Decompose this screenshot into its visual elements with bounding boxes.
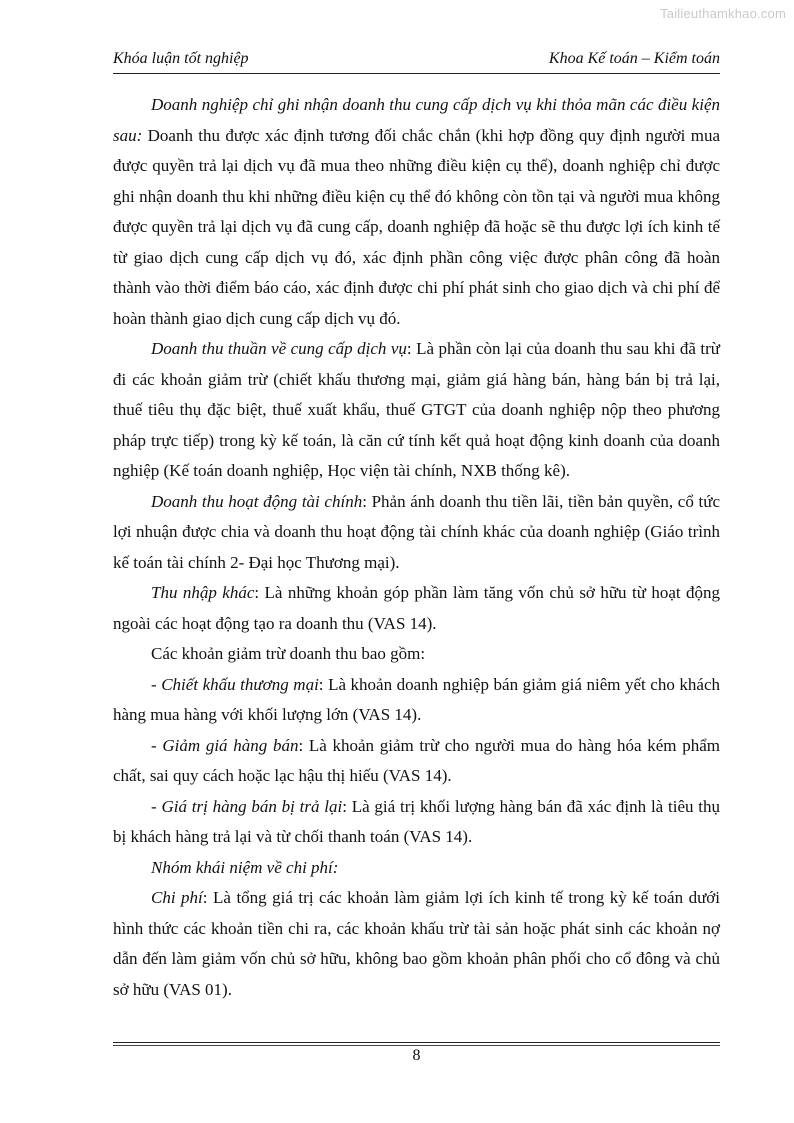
- paragraph-term: Giảm giá hàng bán: [162, 735, 299, 755]
- list-dash: -: [151, 674, 162, 694]
- paragraph: [113, 334, 720, 487]
- footer-divider: [113, 1042, 720, 1043]
- paragraph-text: : Là giá trị khối lượng hàng bán đã xác định là tiêu thụ bị khách hàng trả lại và từ chối thanh toán (VAS 14).: [113, 796, 720, 846]
- paragraph-text: : Là phần còn lại của doanh thu sau khi đã trừ đi các khoản giảm trừ (chiết khấu thương mại, giảm giá hàng bán, hàng bán bị trả lại, thuế tiêu thụ đặc biệt, thuế xuất khẩu, thuế GTGT của doanh nghiệp nộp theo phương pháp trực tiếp) trong kỳ kế toán, là căn cứ tính kết quả hoạt động kinh doanh của doanh nghiệp (Kế toán doanh nghiệp, Học viện tài chính, NXB thống kê).: [113, 339, 720, 480]
- header-left-title: Khóa luận tốt nghiệp: [113, 50, 249, 67]
- list-dash: -: [151, 735, 163, 755]
- paragraph-text: Các khoản giảm trừ doanh thu bao gồm:: [151, 644, 426, 663]
- header-right-title: Khoa Kế toán – Kiểm toán: [548, 50, 720, 67]
- watermark: Tailieuthamkhao.com: [660, 6, 786, 21]
- paragraph-term: Chi phí: [151, 888, 203, 907]
- paragraph-term: Giá trị hàng bán bị trả lại: [161, 796, 343, 816]
- paragraph: [113, 578, 720, 639]
- paragraph-term: Doanh nghiệp chỉ ghi nhận doanh thu cung cấp dịch vụ khi thỏa mãn các điều kiện sau:: [113, 95, 720, 145]
- list-dash: -: [151, 796, 162, 816]
- list-item: [113, 670, 720, 731]
- paragraph-text: : Là tổng giá trị các khoản làm giảm lợi ích kinh tế trong kỳ kế toán dưới hình thức các khoản tiền chi ra, các khoản khấu trừ tài sản hoặc phát sinh các khoản nợ dẫn đến làm giảm vốn chủ sở hữu, không bao gồm khoản phân phối cho cổ đông và chủ sở hữu (VAS 01).: [113, 888, 720, 999]
- paragraph-text: : Là những khoản góp phần làm tăng vốn chủ sở hữu từ hoạt động ngoài các hoạt động tạo ra doanh thu (VAS 14).: [113, 583, 721, 633]
- paragraph-term: Nhóm khái niệm về chi phí:: [151, 857, 339, 877]
- paragraph-text: : Là khoản giảm trừ cho người mua do hàng hóa kém phẩm chất, sai quy cách hoặc lạc hậu thị hiếu (VAS 14).: [113, 735, 720, 785]
- paragraph: [113, 487, 720, 579]
- footer-divider-thin: [113, 1045, 720, 1046]
- paragraph-term: Doanh thu hoạt động tài chính: [151, 491, 363, 511]
- header-divider: [113, 73, 720, 74]
- paragraph-text: Doanh thu được xác định tương đối chắc chắn (khi hợp đồng quy định người mua được quyền trả lại dịch vụ đã mua theo những điều kiện cụ thể), doanh nghiệp chỉ được ghi nhận doanh thu khi những điều kiện cụ thể đó không còn tồn tại và người mua không được quyền trả lại dịch vụ đã cung cấp, doanh nghiệp đã hoặc sẽ thu được lợi ích kinh tế từ giao dịch cung cấp dịch vụ đó, xác định phần công việc được phân công đã hoàn thành vào thời điểm báo cáo, xác định được chi phí phát sinh cho giao dịch và chi phí để hoàn thành giao dịch cung cấp dịch vụ đó.: [113, 125, 720, 328]
- page-header: [113, 48, 720, 72]
- list-item: [113, 731, 720, 792]
- section-heading: [113, 853, 720, 884]
- paragraph-term: Chiết khấu thương mại: [161, 674, 319, 694]
- paragraph-text: : Là khoản doanh nghiệp bán giảm giá niêm yết cho khách hàng mua hàng với khối lượng lớn (VAS 14).: [113, 674, 720, 724]
- paragraph: [113, 883, 720, 1005]
- paragraph-term: Thu nhập khác: [151, 583, 255, 602]
- page-number: 8: [412, 1047, 421, 1064]
- paragraph: [113, 90, 720, 334]
- paragraph: [113, 639, 720, 670]
- paragraph-term: Doanh thu thuần về cung cấp dịch vụ: [151, 339, 407, 358]
- paragraph-text: : Phản ánh doanh thu tiền lãi, tiền bản quyền, cổ tức lợi nhuận được chia và doanh thu hoạt động tài chính khác của doanh nghiệp (Giáo trình kế toán tài chính 2- Đại học Thương mại).: [113, 491, 720, 572]
- list-item: [113, 792, 720, 853]
- document-body: [113, 90, 720, 1005]
